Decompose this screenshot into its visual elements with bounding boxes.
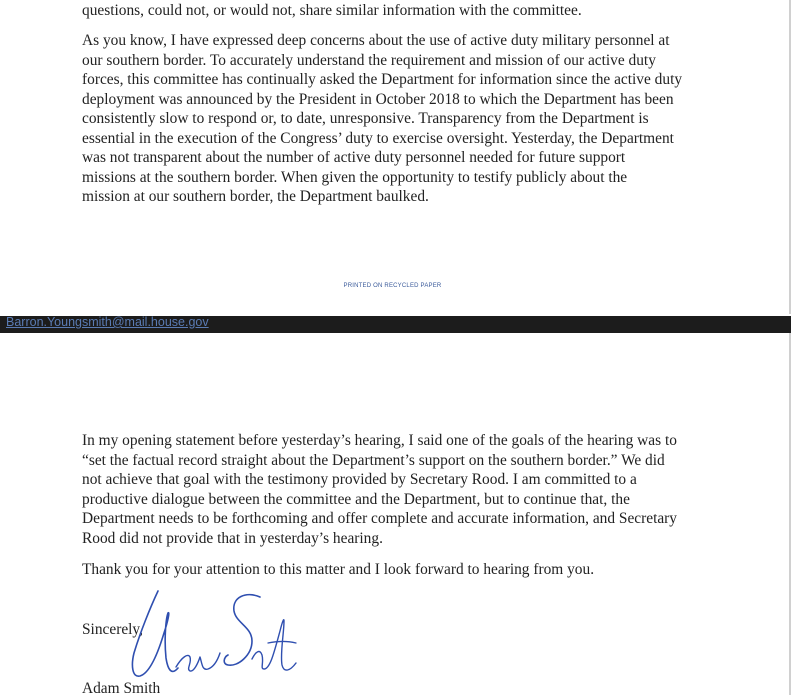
- text-line: Rood did not provide that in yesterday’s hearing.: [82, 529, 383, 547]
- signature-stroke: [176, 653, 220, 671]
- page-separator-bar: [0, 316, 791, 333]
- signer-name: Adam Smith: [82, 680, 161, 695]
- text-line: questions, could not, or would not, share similar information with the committee.: [82, 2, 582, 19]
- signature-stroke: [252, 620, 296, 670]
- text-line: “set the factual record straight about the Department’s support on the southern border.” We did: [82, 451, 665, 469]
- handwritten-signature: [128, 583, 298, 688]
- recycled-paper-footer: PRINTED ON RECYCLED PAPER: [343, 283, 442, 289]
- paragraph-thank-you: [82, 560, 594, 580]
- letter-page-2: [0, 333, 791, 695]
- text-line: was not transparent about the number of active duty personnel needed for future support: [82, 149, 626, 166]
- paragraph-committee-information: [82, 1, 582, 21]
- paragraph-opening-statement: [82, 431, 677, 548]
- text-line: Thank you for your attention to this matter and I look forward to hearing from you.: [82, 561, 595, 578]
- text-line: As you know, I have expressed deep concerns about the use of active duty military personnel at: [82, 32, 670, 49]
- email-address-link[interactable]: Barron.Youngsmith@mail.house.gov: [6, 316, 209, 329]
- text-line: In my opening statement before yesterday’s hearing, I said one of the goals of the hearing was to: [82, 432, 677, 449]
- text-line: essential in the execution of the Congress’ duty to exercise oversight. Yesterday, the Department: [82, 129, 674, 147]
- letter-page-1: [0, 0, 791, 314]
- text-line: missions at the southern border. When given the opportunity to testify publicly about the: [82, 168, 628, 186]
- text-line: not achieve that goal with the testimony provided by Secretary Rood. I am committed to a: [82, 471, 637, 488]
- paragraph-active-duty-concerns: [82, 31, 682, 207]
- closing-salutation: Sincerely,: [82, 621, 143, 638]
- text-line: forces, this committee has continually asked the Department for information since the active duty: [82, 71, 683, 88]
- signature-stroke: [132, 591, 178, 676]
- text-line: mission at our southern border, the Department baulked.: [82, 188, 429, 205]
- text-line: productive dialogue between the committee and the Department, but to continue that, the: [82, 490, 630, 508]
- text-line: consistently slow to respond or, to date, unresponsive. Transparency from the Department is: [82, 110, 649, 127]
- text-line: our southern border. To accurately understand the requirement and mission of our active duty: [82, 51, 656, 69]
- text-line: deployment was announced by the President in October 2018 to which the Department has been: [82, 90, 674, 108]
- text-line: Department needs to be forthcoming and offer complete and accurate information, and Secretary: [82, 510, 678, 527]
